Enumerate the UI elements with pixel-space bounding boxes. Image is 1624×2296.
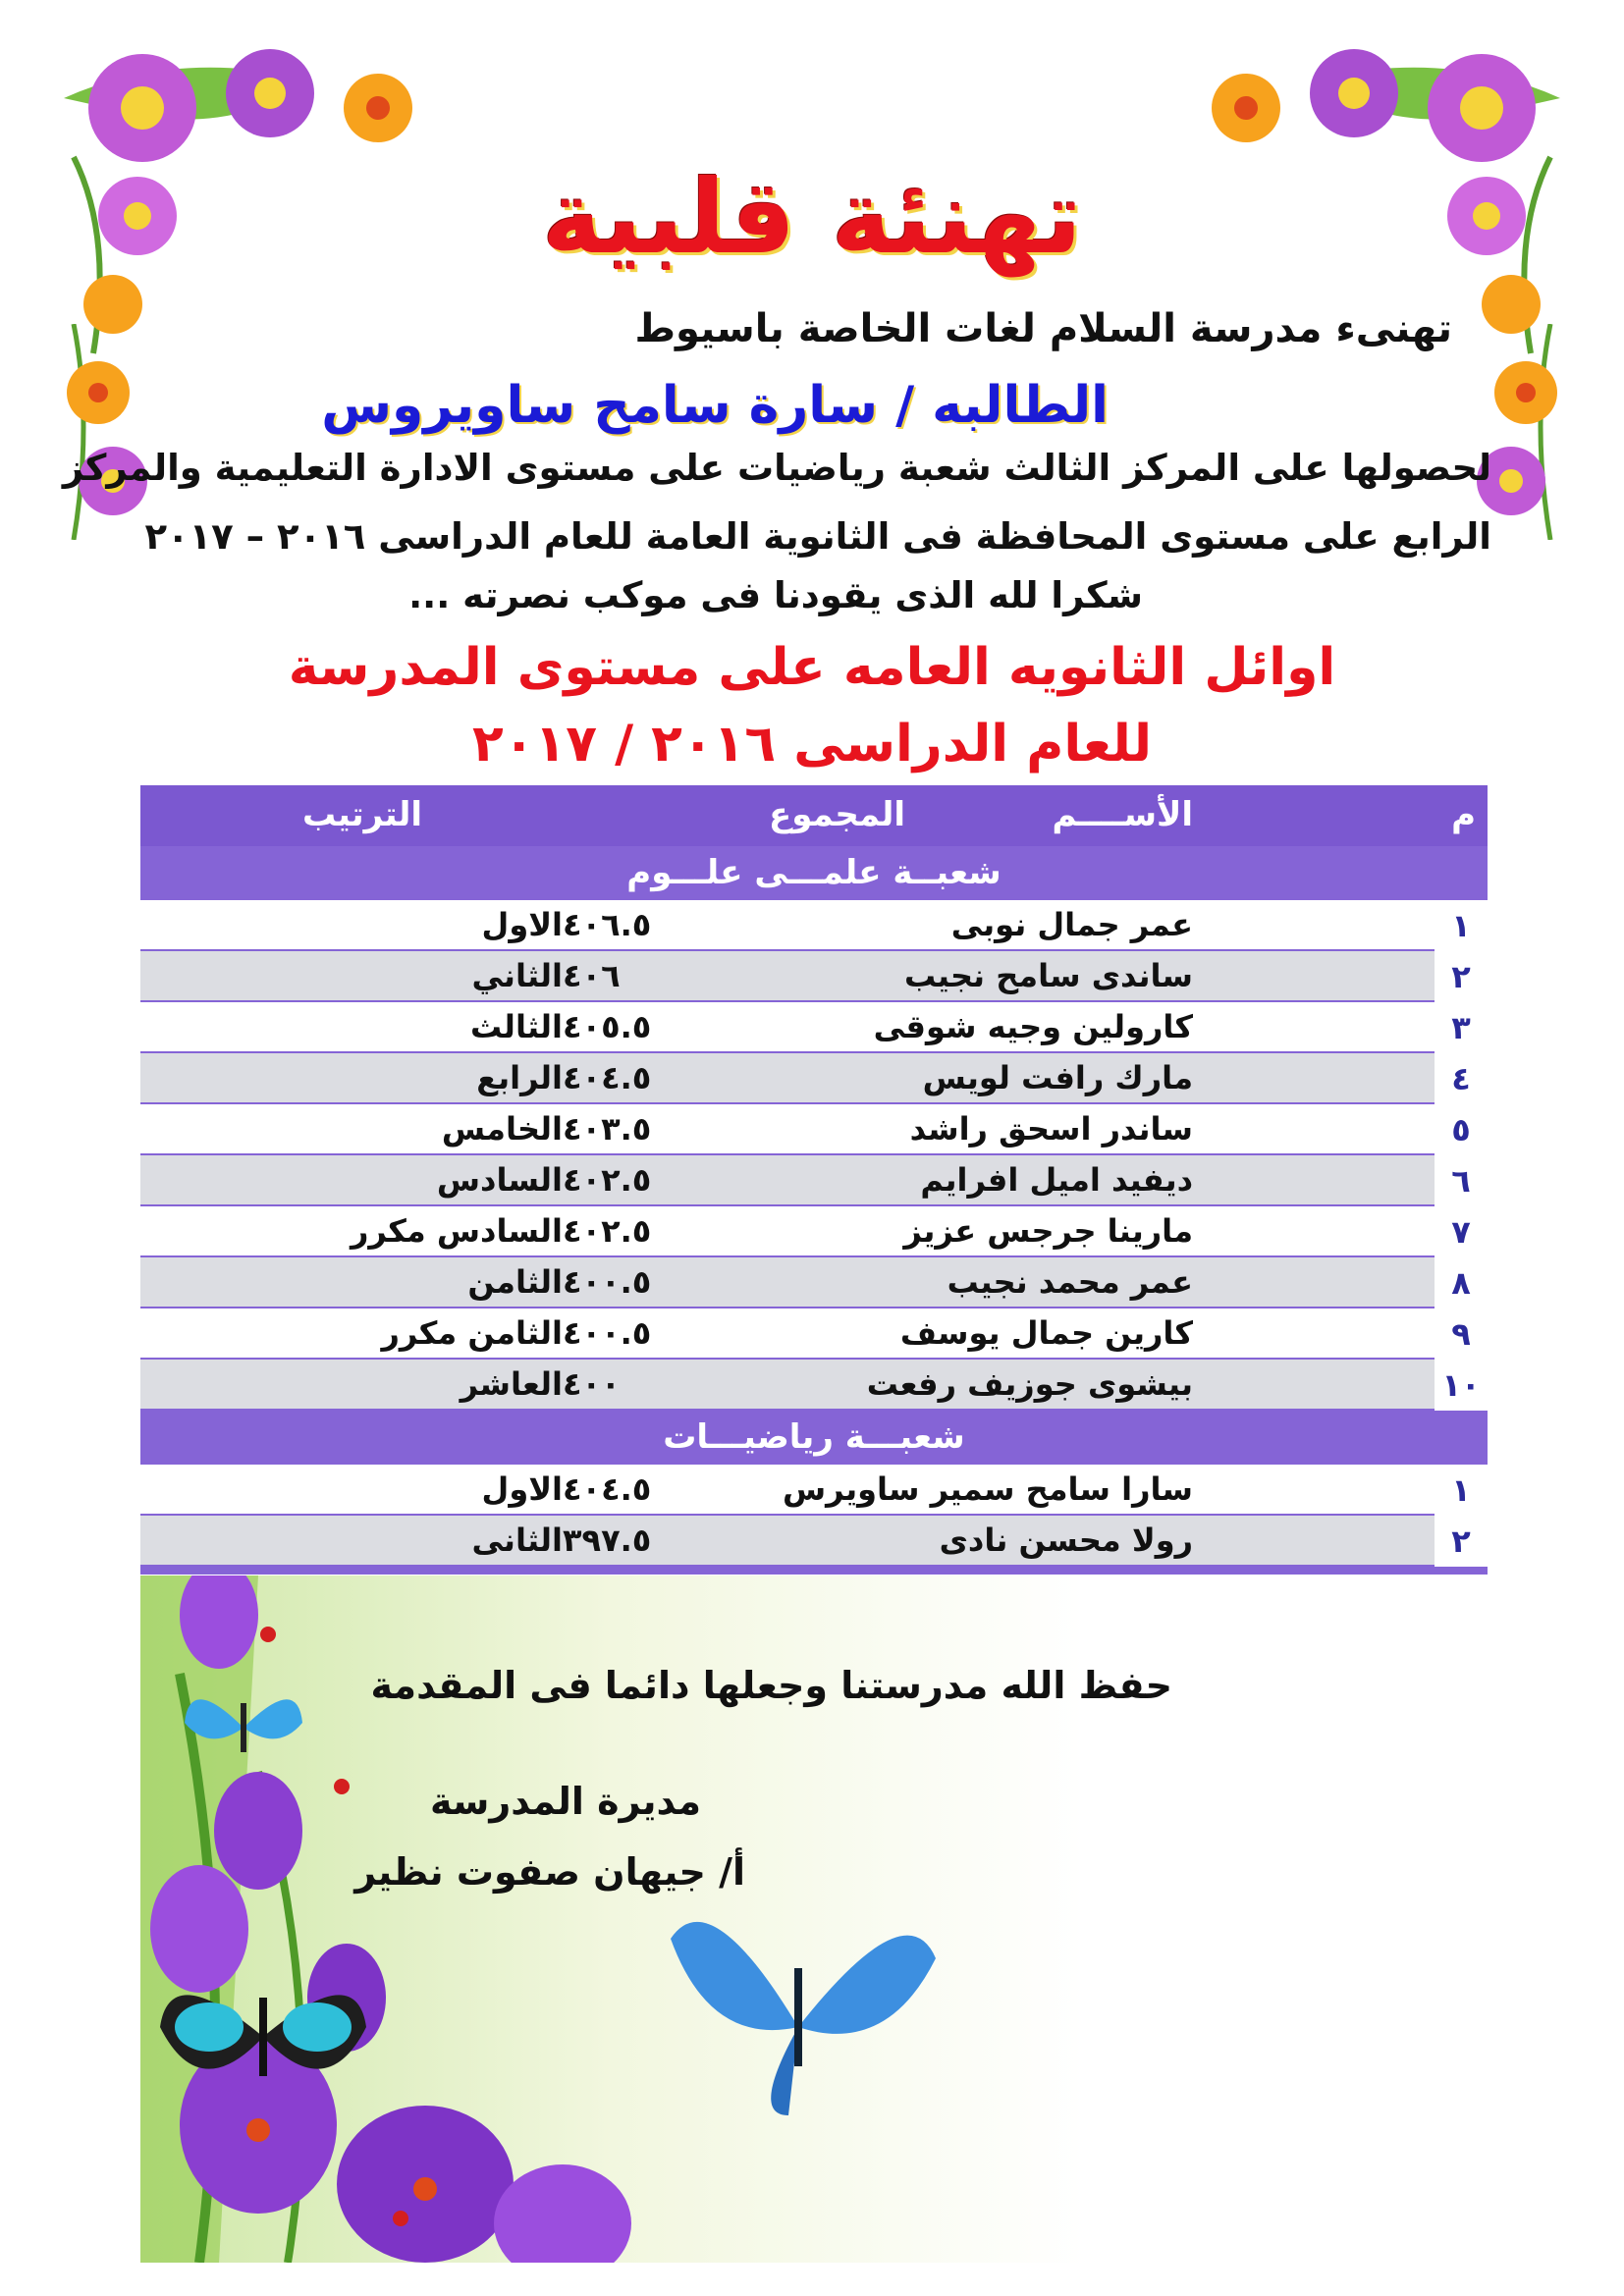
row-rank: الثامن مكرر — [381, 1314, 563, 1352]
row-rank: الثانى — [471, 1522, 563, 1559]
row-num: ٧ — [1435, 1206, 1488, 1257]
row-name: عمر محمد نجيب — [947, 1263, 1193, 1301]
row-name: كارين جمال يوسف — [899, 1314, 1193, 1352]
table-row — [140, 1308, 1488, 1360]
school-greeting: تهنىء مدرسة السلام لغات الخاصة باسيوط — [634, 306, 1452, 351]
table-row — [140, 1257, 1488, 1308]
table-row — [140, 900, 1488, 951]
table-row — [140, 1104, 1488, 1155]
row-total: ٣٩٧.٥ — [563, 1522, 652, 1559]
col-rank: الترتيب — [302, 795, 423, 834]
row-name: ساندر اسحق راشد — [909, 1110, 1193, 1148]
row-total: ٤٠٠ — [563, 1365, 621, 1403]
row-total: ٤٠٠.٥ — [563, 1314, 652, 1352]
row-name: عمر جمال نوبى — [950, 906, 1193, 943]
row-num: ٢ — [1435, 951, 1488, 1002]
butterfly-blue-icon — [651, 1899, 946, 2125]
table-row — [140, 1155, 1488, 1206]
row-total: ٤٠٥.٥ — [563, 1008, 652, 1045]
row-num: ١٠ — [1435, 1360, 1488, 1411]
row-num: ٩ — [1435, 1308, 1488, 1360]
table-row — [140, 951, 1488, 1002]
table-header — [140, 785, 1488, 846]
butterfly-icon — [180, 1683, 307, 1772]
flower-side-left-icon — [54, 324, 182, 540]
row-num: ٥ — [1435, 1104, 1488, 1155]
col-name: الأســــم — [1052, 795, 1193, 834]
table-row — [140, 1206, 1488, 1257]
row-rank: الاول — [481, 906, 563, 943]
table-row — [140, 1360, 1488, 1411]
results-table — [140, 785, 1488, 1575]
row-num: ١ — [1435, 1465, 1488, 1516]
row-rank: العاشر — [460, 1365, 563, 1403]
blessing-text: حفظ الله مدرستنا وجعلها دائما فى المقدمة — [370, 1664, 1172, 1707]
row-num: ٨ — [1435, 1257, 1488, 1308]
row-num: ٢ — [1435, 1516, 1488, 1567]
honor-heading: اوائل الثانويه العامه على مستوى المدرسة — [288, 638, 1336, 697]
table-row — [140, 1465, 1488, 1516]
row-total: ٤٠٦ — [563, 957, 621, 994]
table-row — [140, 1516, 1488, 1567]
table-row — [140, 1002, 1488, 1053]
row-num: ٤ — [1435, 1053, 1488, 1104]
flower-side-right-icon — [1442, 324, 1570, 540]
section-title-science: شعبــة علمـــى علـــوم — [140, 846, 1488, 900]
butterfly-large-icon — [150, 1958, 376, 2115]
thanks-line: شكرا لله الذى يقودنا فى موكب نصرته ... — [408, 574, 1143, 616]
row-rank: الخامس — [441, 1110, 563, 1148]
row-total: ٤٠٢.٥ — [563, 1161, 652, 1199]
row-total: ٤٠٤.٥ — [563, 1059, 652, 1096]
achievement-line-2: الرابع على مستوى المحافظة فى الثانوية العامة للعام الدراسى ٢٠١٦ – ٢٠١٧ — [144, 515, 1491, 558]
row-name: مارينا جرجس عزيز — [903, 1212, 1193, 1250]
row-rank: السادس — [436, 1161, 563, 1199]
row-rank: السادس مكرر — [350, 1212, 563, 1250]
row-rank: الاول — [481, 1470, 563, 1508]
row-name: بيشوى جوزيف رفعت — [866, 1365, 1193, 1403]
row-total: ٤٠٠.٥ — [563, 1263, 652, 1301]
col-num: م — [1451, 795, 1476, 834]
year-heading: للعام الدراسى ٢٠١٦ / ٢٠١٧ — [472, 715, 1152, 774]
row-rank: الثالث — [470, 1008, 563, 1045]
row-total: ٤٠٢.٥ — [563, 1212, 652, 1250]
row-name: رولا محسن نادى — [939, 1522, 1193, 1559]
principal-name: أ/ جيهان صفوت نظير — [354, 1850, 745, 1894]
section-title-math: شعبـــة رياضيـــات — [140, 1411, 1488, 1465]
row-name: مارك رافت لويس — [922, 1059, 1193, 1096]
row-name: كارولين وجيه شوقى — [873, 1008, 1193, 1045]
row-name: ساندى سامح نجيب — [904, 957, 1193, 994]
row-name: ديفيد اميل افرايم — [920, 1161, 1193, 1199]
row-rank: الثاني — [471, 957, 563, 994]
row-total: ٤٠٦.٥ — [563, 906, 652, 943]
row-total: ٤٠٤.٥ — [563, 1470, 652, 1508]
row-num: ٦ — [1435, 1155, 1488, 1206]
principal-role: مديرة المدرسة — [429, 1780, 701, 1823]
row-name: سارا سامح سمير ساويرس — [783, 1470, 1193, 1508]
student-name: الطالبه / سارة سامح ساويروس — [321, 376, 1109, 435]
col-total: المجموع — [769, 795, 906, 834]
table-row — [140, 1053, 1488, 1104]
row-num: ١ — [1435, 900, 1488, 951]
row-rank: الثامن — [467, 1263, 563, 1301]
row-total: ٤٠٣.٥ — [563, 1110, 652, 1148]
achievement-line-1: لحصولها على المركز الثالث شعبة رياضيات على مستوى الادارة التعليمية والمركز — [62, 447, 1491, 489]
row-rank: الرابع — [476, 1059, 563, 1096]
row-num: ٣ — [1435, 1002, 1488, 1053]
page-title: تهنئة قلبية — [541, 157, 1083, 277]
